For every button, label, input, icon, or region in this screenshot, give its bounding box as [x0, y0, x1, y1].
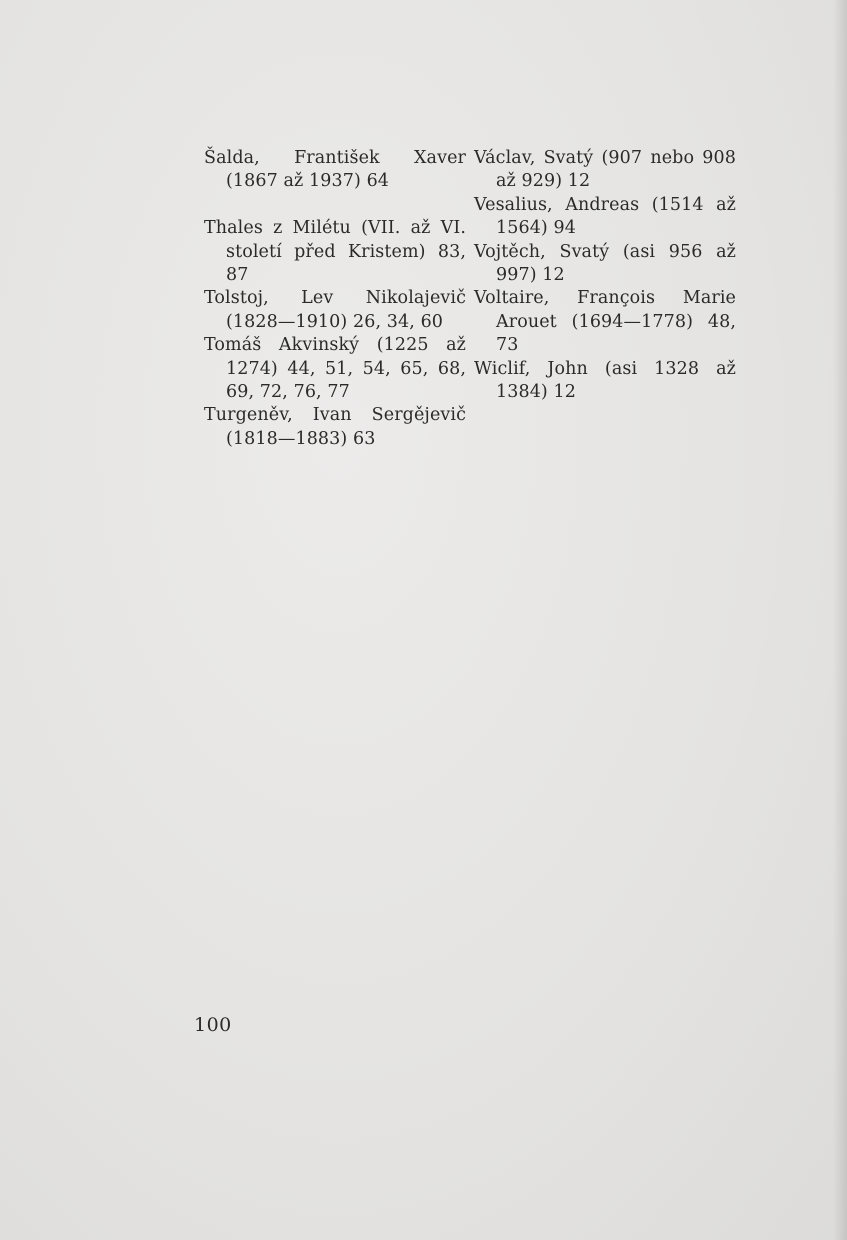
index-entry: Václav, Svatý (907 nebo 908 až 929) 12 — [474, 148, 736, 192]
page-edge-shadow — [833, 0, 847, 1240]
page-number: 100 — [194, 1014, 232, 1036]
index-entry: Turgeněv, Ivan Sergějevič (1818—1883) 63 — [204, 405, 466, 449]
index-entry: Voltaire, François Marie Arouet (1694—1778) 48, 73 — [474, 288, 736, 356]
index-entry: Thales z Milétu (VII. až VI. století před Kristem) 83, 87 — [204, 218, 466, 286]
index-entry: Vojtěch, Svatý (asi 956 až 997) 12 — [474, 241, 736, 286]
index-entry: Tomáš Akvinský (1225 až 1274) 44, 51, 54, 65, 68, 69, 72, 76, 77 — [204, 335, 466, 403]
index-entry: Wiclif, John (asi 1328 až 1384) 12 — [474, 358, 736, 403]
index-entry: Šalda, František Xaver (1867 až 1937) 64 — [204, 148, 466, 192]
index-column-right — [474, 147, 736, 404]
index-entry: Tolstoj, Lev Nikolajevič (1828—1910) 26, 34, 60 — [204, 288, 466, 332]
index-entry: Vesalius, Andreas (1514 až 1564) 94 — [474, 194, 736, 239]
index-column-left — [204, 147, 466, 451]
entry-gap — [204, 194, 466, 217]
